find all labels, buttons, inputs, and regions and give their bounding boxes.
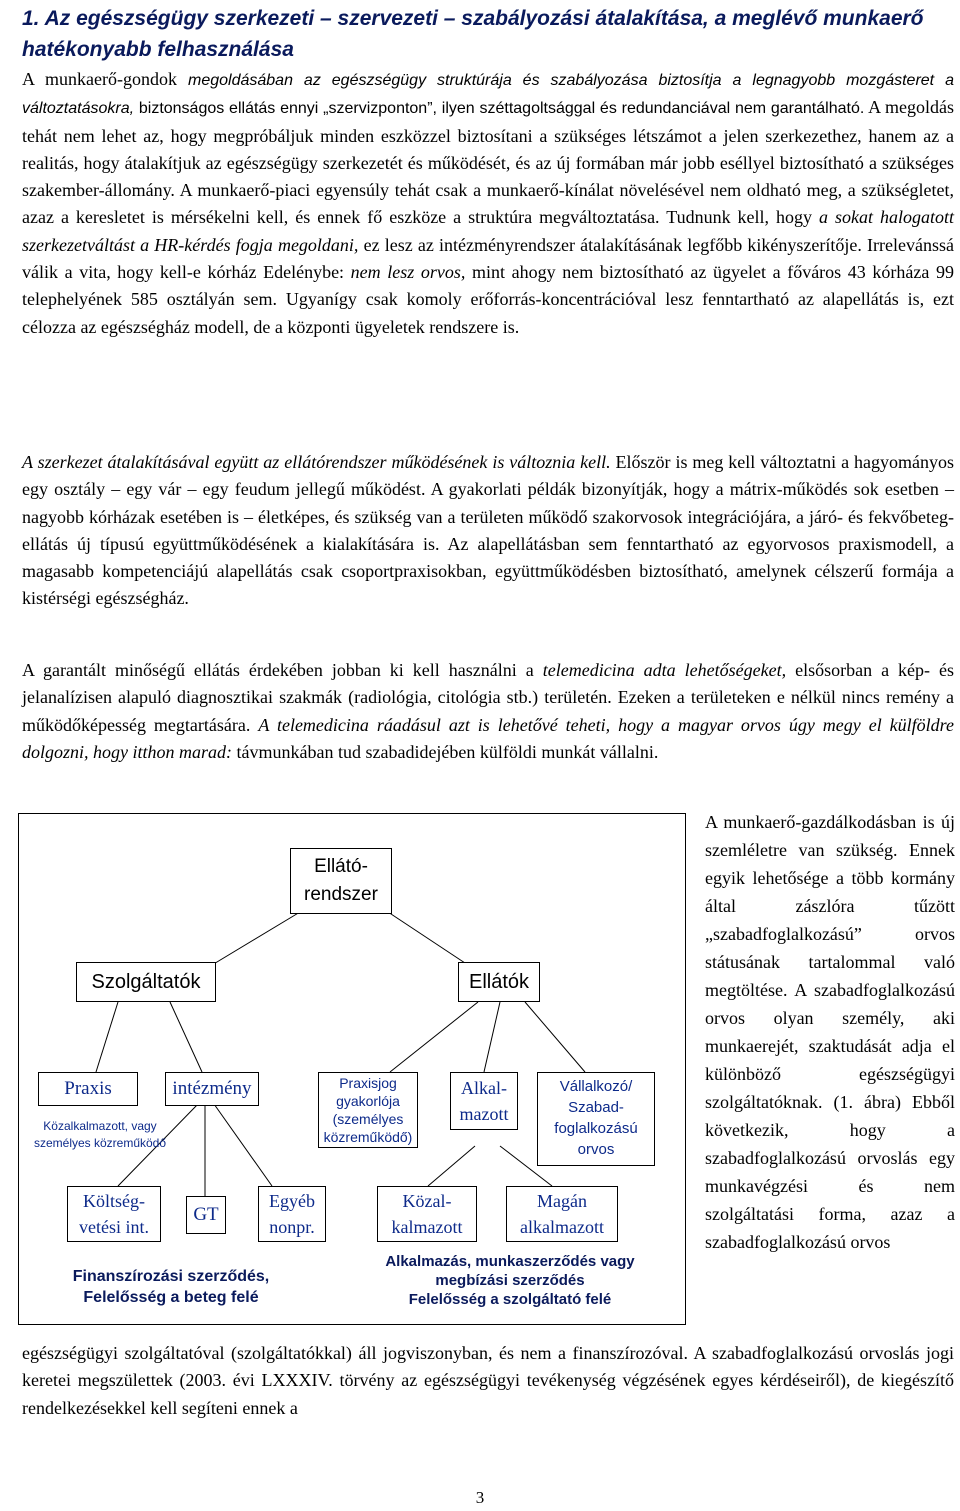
node-koltsegvetesi: Költség- vetési int.	[67, 1186, 161, 1242]
p3-text-d: A telemedicina ráadásul azt is lehetővé teheti, hogy a magyar orvos úgy megy el külföldre dolgozni, hogy itthon marad:	[22, 714, 954, 762]
connector-left-intezmeny	[170, 1002, 202, 1072]
side-paragraph: A munkaerő-gazdálkodásban is új szemléletre van szükség. Ennek egyik lehetősége a több kormány által zászlóra tűzött „szabadfoglalkozású” orvos státusának tartalommal való megtöltése. A szabadfoglalkozású orvos olyan személy, aki munkaerejét, szaktudását adja el különböző egészségügyi szolgáltatóknak. (1. ábra) Ebből következik, hogy a szabadfoglalkozású orvoslás egy munkavégzési és nem szolgáltatási forma, azaz a szabadfoglalkozású orvos	[705, 812, 955, 1252]
node-egyeb-nonpr: Egyéb nonpr.	[258, 1186, 326, 1242]
connector-intezmeny-egyeb	[214, 1104, 272, 1186]
p1-text-h: mint ahogy nem biztosítható az ügyelet a főváros 43 kórháza 99 telephelyének 585 osztályán sem. Ugyanígy csak komoly erőforrás-koncentrációval lesz fenntartható az alapellátás is, ezt célozza az egészségház modell, de a központi ügyeletek rendszere is.	[22, 262, 954, 337]
p1-text-a: A munkaerő-gondok	[22, 69, 188, 89]
node-vallalkozo: Vállalkozó/ Szabad- foglalkozású orvos	[537, 1072, 655, 1166]
node-alkalmazott: Alkal- mazott	[450, 1072, 518, 1130]
page-number: 3	[475, 1488, 485, 1507]
p1-text-f: ez lesz az intézményrendszer átalakításának legfőbb kikényszerítője. Irrelevánssá válik a vita, hogy kell-e kórház Edelénybe:	[22, 234, 954, 283]
p3-text-a: A garantált minőségű ellátás érdekében jobban ki kell használni a	[22, 660, 543, 680]
node-kozalkalmazott: Közal- kalmazott	[377, 1186, 477, 1242]
connector-root-left	[212, 912, 300, 965]
caption-left: Finanszírozási szerződés, Felelősség a beteg felé	[72, 1268, 270, 1306]
caption-right: Alkalmazás, munkaszerződés vagy megbízási szerződés Felelősség a szolgáltató felé	[385, 1253, 635, 1308]
connector-right-vallalkozo	[525, 1002, 585, 1072]
bottom-paragraph: egészségügyi szolgáltatóval (szolgáltatókkal) áll jogviszonyban, és nem a finanszírozóval. A szabadfoglalkozású orvoslás jogi keretei megszülettek (2003. évi LXXXIV. törvény az egészségügyi tevékenység végzésének egyes kérdéseiről), de kiegészítő rendelkezésekkel kell segíteni ennek a	[22, 1343, 954, 1418]
p1-text-g: nem lesz orvos,	[350, 262, 466, 283]
connector-right-alkalmazott	[484, 1002, 500, 1072]
connector-root-right	[388, 912, 468, 965]
node-magan-alkalmazott: Magán alkalmazott	[506, 1186, 618, 1242]
node-ellatorendszer: Ellátó- rendszer	[290, 848, 392, 914]
p1-text-e: a sokat halogatott szerkezetváltást a HR-kérdés fogja megoldani,	[22, 207, 955, 255]
node-intezmeny: intézmény	[165, 1072, 259, 1106]
p1-text-d: A megoldás tehát nem lehet az, hogy megpróbáljuk minden eszközzel biztosítani a szükséges létszámot a jelen szerkezethez, hanem az a realitás, hogy átalakítjuk az egészségügy szerkezetét és működését, és az új formában már jobb eséllyel biztosítható a szükséges szakember-állomány. A munkaerő-piaci egyensúly tehát csak a munkaerő-kínálat növelésével nem oldható meg, a szükségletet, azaz a keresletet is mérsékelni kell, és ennek fő eszköze a struktúra megváltoztatása. Tudnunk kell, hogy	[22, 97, 955, 228]
connector-right-praxisjog	[390, 1002, 478, 1072]
p1-text-b: megoldásában az egészségügy struktúrája és szabályozása biztosítja a legnagyobb mozgásteret a változtatásokra,	[22, 72, 954, 118]
p3-text-c: elsősorban a kép- és jelanalízisen alapuló diagnosztikai szakmák (radiológia, citológia stb.) területén. Ezeken a területeken e nélkül nincs remény a működőképesség megtartására.	[22, 660, 955, 735]
node-praxis: Praxis	[38, 1072, 138, 1106]
p2-text-b: Először is meg kell változtatni a hagyományos egy osztály – egy vár – egy feudum jellegű működést. A gyakorlati példák bizonyítják, hogy a mátrix-működés sok esetben – nagyobb kórházak esetében is – életképes, és szükség van a területen működő szakorvosok integrációjára, a járó- és fekvőbeteg-ellátás új típusú együttműködésének a kialakítására is. Az alapellátásban sem fenntartható az egyorvosos praxismodell, a magasabb kompetenciájú alapellátás csak csoportpraxisokban, együttműködésben biztosítható, amelynek célszerű formája a kistérségi egészségház.	[22, 452, 954, 609]
node-szolgaltatok: Szolgáltatók	[76, 962, 216, 1002]
node-gt: GT	[186, 1196, 226, 1234]
section-heading: 1. Az egészségügy szerkezeti – szervezeti – szabályozási átalakítása, a meglévő munkaerő hatékonyabb felhasználása	[22, 7, 924, 61]
p1-text-c: biztonságos ellátás ennyi „szervizponton”, ilyen széttagoltsággal és redundanciával nem garantálható.	[134, 100, 865, 118]
praxis-subtitle: Közalkalmazott, vagy személyes közreműködő	[33, 1119, 167, 1150]
p2-text-a: A szerkezet átalakításával együtt az ellátórendszer működésének is változnia kell.	[22, 452, 611, 472]
connector-left-praxis	[96, 1002, 118, 1072]
connector-alkalmazott-kozal	[428, 1146, 475, 1186]
p3-text-b: telemedicina adta lehetőségeket,	[542, 660, 787, 680]
p3-text-e: távmunkában tud szabadidejében külföldi munkát vállalni.	[232, 741, 659, 762]
node-praxisjog: Praxisjog gyakorlója (személyes közreműködő)	[318, 1072, 418, 1148]
node-ellatok: Ellátók	[458, 962, 540, 1002]
